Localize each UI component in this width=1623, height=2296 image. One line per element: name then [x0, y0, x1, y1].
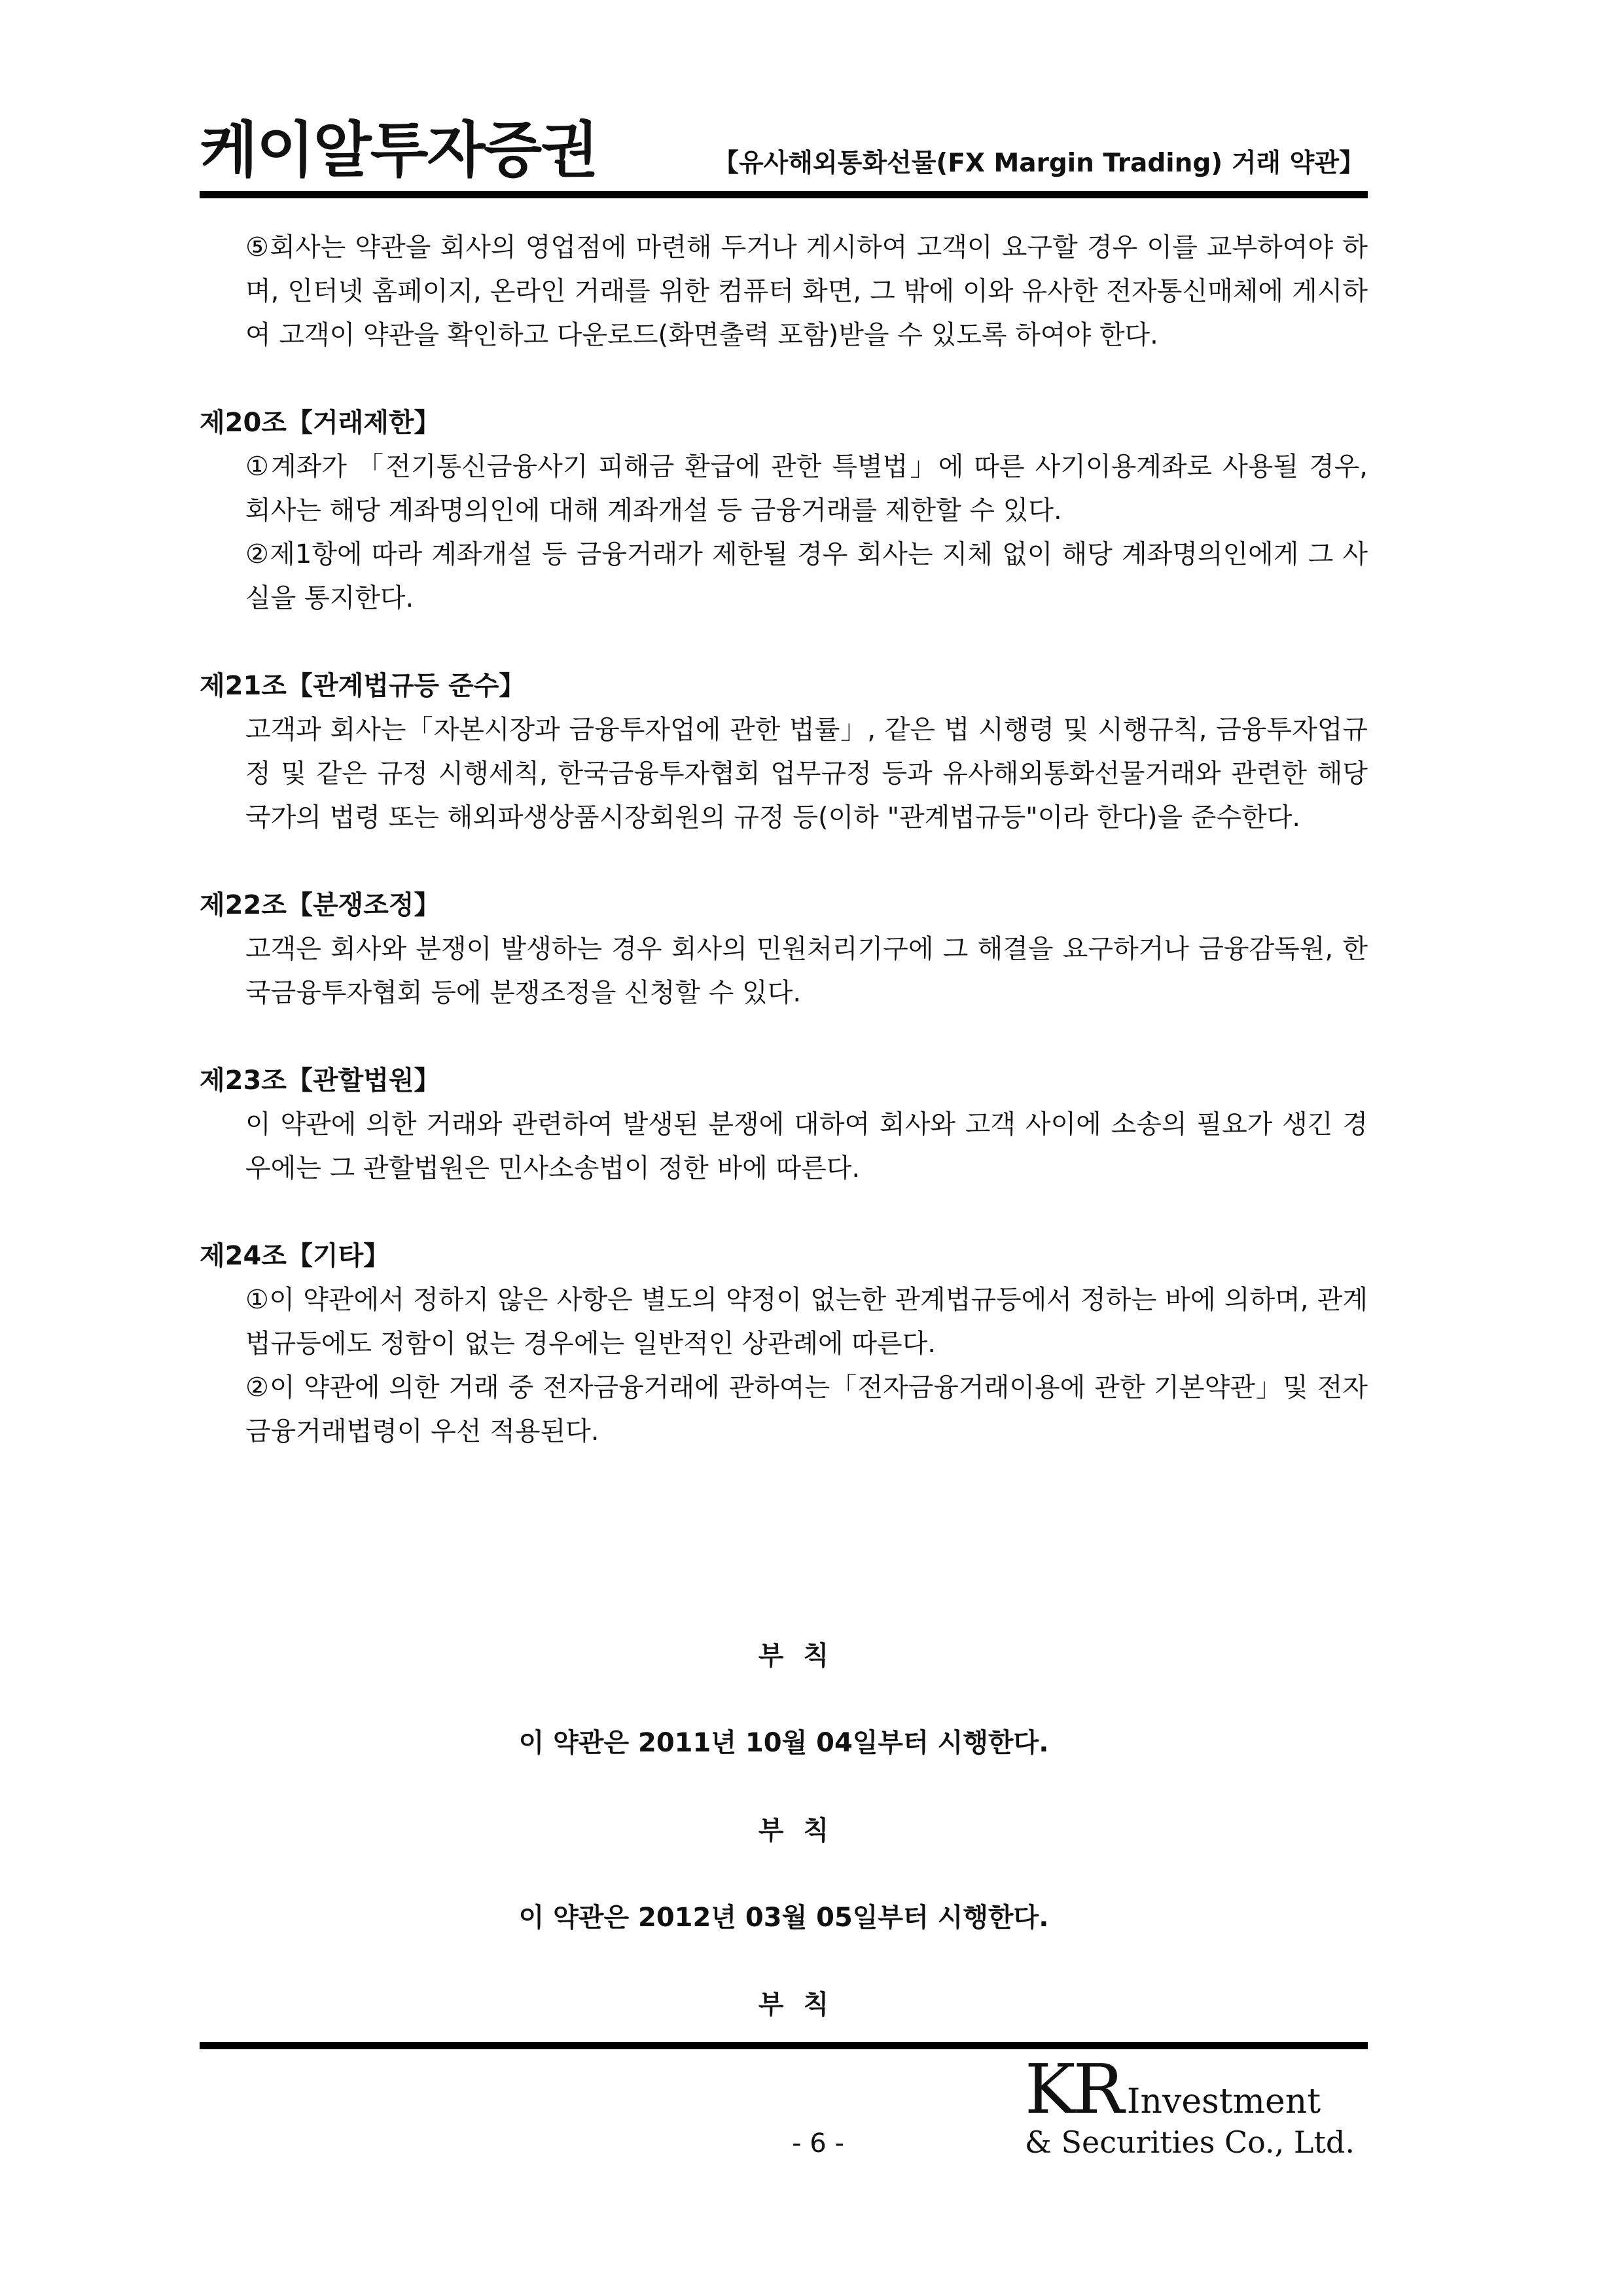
supplementary-heading: 부칙: [758, 1990, 849, 2020]
article-title: 제20조【거래제한】: [200, 408, 440, 438]
article-paragraph: ①계좌가 「전기통신금융사기 피해금 환급에 관한 특별법」에 따른 사기이용계좌로 사용될 경우, 회사는 해당 계좌명의인에 대해 계좌개설 등 금융거래를 제한할 수 있다.: [245, 452, 1368, 526]
footer-rule: [200, 2042, 1368, 2049]
article-paragraph: 이 약관에 의한 거래와 관련하여 발생된 분쟁에 대하여 회사와 고객 사이에 소송의 필요가 생긴 경우에는 그 관할법원은 민사소송법이 정한 바에 따른다.: [245, 1109, 1368, 1183]
logo-securities: & Securities Co., Ltd.: [1024, 2125, 1355, 2160]
article-paragraph: 고객은 회사와 분쟁이 발생하는 경우 회사의 민원처리기구에 그 해결을 요구하거나 금융감독원, 한국금융투자협회 등에 분쟁조정을 신청할 수 있다.: [245, 934, 1368, 1008]
article-title: 제21조【관계법규등 준수】: [200, 671, 526, 701]
article-22: [200, 884, 1368, 1015]
page-number: - 6 -: [792, 2128, 844, 2159]
article-21: [200, 664, 1368, 840]
footer-company-logo: [1024, 2049, 1355, 2160]
article-24: [200, 1234, 1368, 1454]
article-paragraph: ②이 약관에 의한 거래 중 전자금융거래에 관하여는「전자금융거래이용에 관한 기본약관」및 전자금융거래법령이 우선 적용된다.: [245, 1372, 1368, 1446]
article-title: 제23조【관할법원】: [200, 1066, 440, 1096]
header-rule: [200, 191, 1368, 198]
article-title: 제24조【기타】: [200, 1241, 390, 1271]
article-paragraph: 고객과 회사는「자본시장과 금융투자업에 관한 법률」, 같은 법 시행령 및 시행규칙, 금융투자업규정 및 같은 규정 시행세칙, 한국금융투자협회 업무규정 등과 유사해외통화선물거래와 관련한 해당국가의 법령 또는 해외파생상품시장회원의 규정 등(이하 "관계법규등"이라 한다)을 준수한다.: [245, 715, 1368, 833]
supplementary-heading: 부칙: [758, 1641, 849, 1671]
supplementary-text: 이 약관은 2011년 10월 04일부터 시행한다.: [518, 1728, 1049, 1758]
supplementary-text: 이 약관은 2012년 03월 05일부터 시행한다.: [518, 1903, 1049, 1933]
article-paragraph: ①이 약관에서 정하지 않은 사항은 별도의 약정이 없는한 관계법규등에서 정하는 바에 의하며, 관계법규등에도 정함이 없는 경우에는 일반적인 상관례에 따른다.: [245, 1285, 1368, 1359]
logo-kr: KR: [1024, 2049, 1122, 2129]
logo-investment: Investment: [1126, 2082, 1321, 2121]
article-23: [200, 1059, 1368, 1191]
document-body: [200, 226, 1368, 1454]
article-paragraph: ②제1항에 따라 계좌개설 등 금융거래가 제한될 경우 회사는 지체 없이 해당 계좌명의인에게 그 사실을 통지한다.: [245, 539, 1368, 613]
article-20: [200, 401, 1368, 620]
article-title: 제22조【분쟁조정】: [200, 890, 440, 920]
supplementary-heading: 부칙: [758, 1816, 849, 1846]
continued-paragraph: ⑤회사는 약관을 회사의 영업점에 마련해 두거나 게시하여 고객이 요구할 경우 이를 교부하여야 하며, 인터넷 홈페이지, 온라인 거래를 위한 컴퓨터 화면, 그 밖에 이와 유사한 전자통신매체에 게시하여 고객이 약관을 확인하고 다운로드(화면출력 포함)받을 수 있도록 하여야 한다.: [245, 232, 1368, 350]
company-logo-text: 케이알투자증권: [200, 115, 598, 185]
document-title: 【유사해외통화선물(FX Margin Trading) 거래 약관】: [713, 149, 1364, 178]
